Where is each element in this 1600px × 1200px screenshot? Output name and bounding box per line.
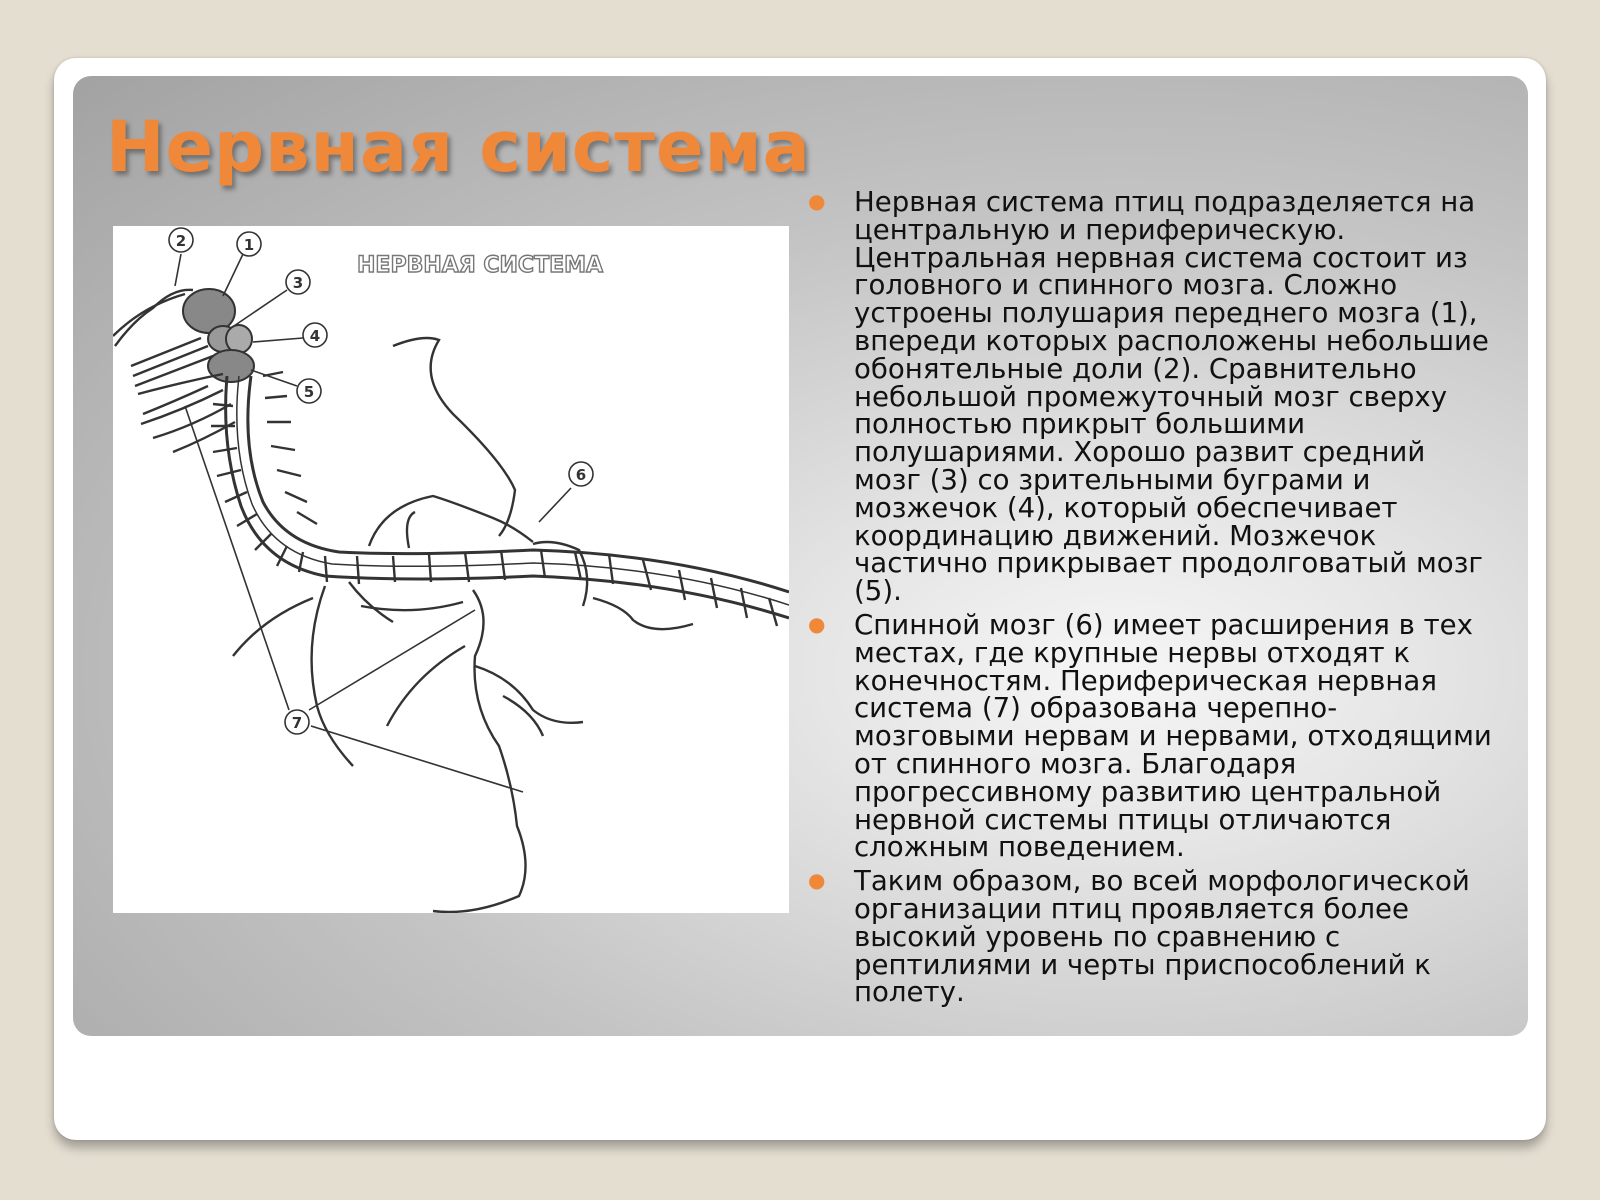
bullet-dot-icon: ● bbox=[808, 868, 826, 893]
nervous-system-diagram bbox=[113, 226, 789, 913]
brain bbox=[183, 289, 254, 382]
svg-text:4: 4 bbox=[309, 327, 321, 345]
medulla bbox=[208, 350, 254, 382]
peripheral-nerves bbox=[233, 338, 693, 912]
diagram-svg bbox=[113, 226, 789, 913]
label-7 bbox=[185, 406, 523, 792]
bullet-text: Таким образом, во всей морфологической организации птиц проявляется более высокий уровень по сравнению с рептилиями и черты приспособлений к полету. bbox=[854, 864, 1470, 1009]
label-4 bbox=[253, 323, 327, 347]
svg-text:6: 6 bbox=[575, 466, 587, 484]
svg-text:1: 1 bbox=[243, 236, 255, 254]
spinal-cord bbox=[211, 372, 789, 626]
bullet-item bbox=[806, 864, 1496, 1009]
bullet-text: Спинной мозг (6) имеет расширения в тех местах, где крупные нервы отходят к конечностям. Периферическая нервная система (7) образована черепно-мозговыми нервам и нервами, отходящими от спинного мозга. Благодаря прогрессивному развитию центральной нервной системы птицы отличаются сложным поведением. bbox=[854, 607, 1492, 864]
bullet-item bbox=[806, 607, 1496, 864]
svg-text:2: 2 bbox=[175, 232, 187, 250]
label-6 bbox=[539, 462, 593, 522]
svg-text:3: 3 bbox=[292, 274, 304, 292]
label-3 bbox=[231, 270, 310, 328]
cerebellum bbox=[226, 325, 252, 353]
slide-title: Нервная система bbox=[106, 106, 811, 188]
diagram-caption: НЕРВНАЯ СИСТЕМА bbox=[357, 253, 604, 278]
svg-text:5: 5 bbox=[303, 383, 315, 401]
svg-text:7: 7 bbox=[291, 714, 303, 732]
bullet-list bbox=[806, 185, 1496, 1012]
bullet-text: Нервная система птиц подразделяется на центральную и периферическую. Центральная нервная система состоит из головного и спинного мозга. Сложно устроены полушария переднего мозга (1), впереди которых расположены небольшие обонятельные доли (2). Сравнительно небольшой промежуточный мозг сверху полностью прикрыт большими полушариями. Хорошо развит средний мозг (3) со зрительными буграми и мозжечок (4), который обеспечивает координацию движений. Мозжечок частично прикрывает продолговатый мозг (5). bbox=[854, 185, 1489, 608]
label-2 bbox=[169, 228, 193, 286]
bullet-dot-icon: ● bbox=[808, 189, 826, 213]
label-1 bbox=[223, 232, 261, 296]
label-5 bbox=[251, 370, 321, 403]
bullet-dot-icon: ● bbox=[808, 611, 826, 636]
bullet-item bbox=[806, 185, 1496, 608]
